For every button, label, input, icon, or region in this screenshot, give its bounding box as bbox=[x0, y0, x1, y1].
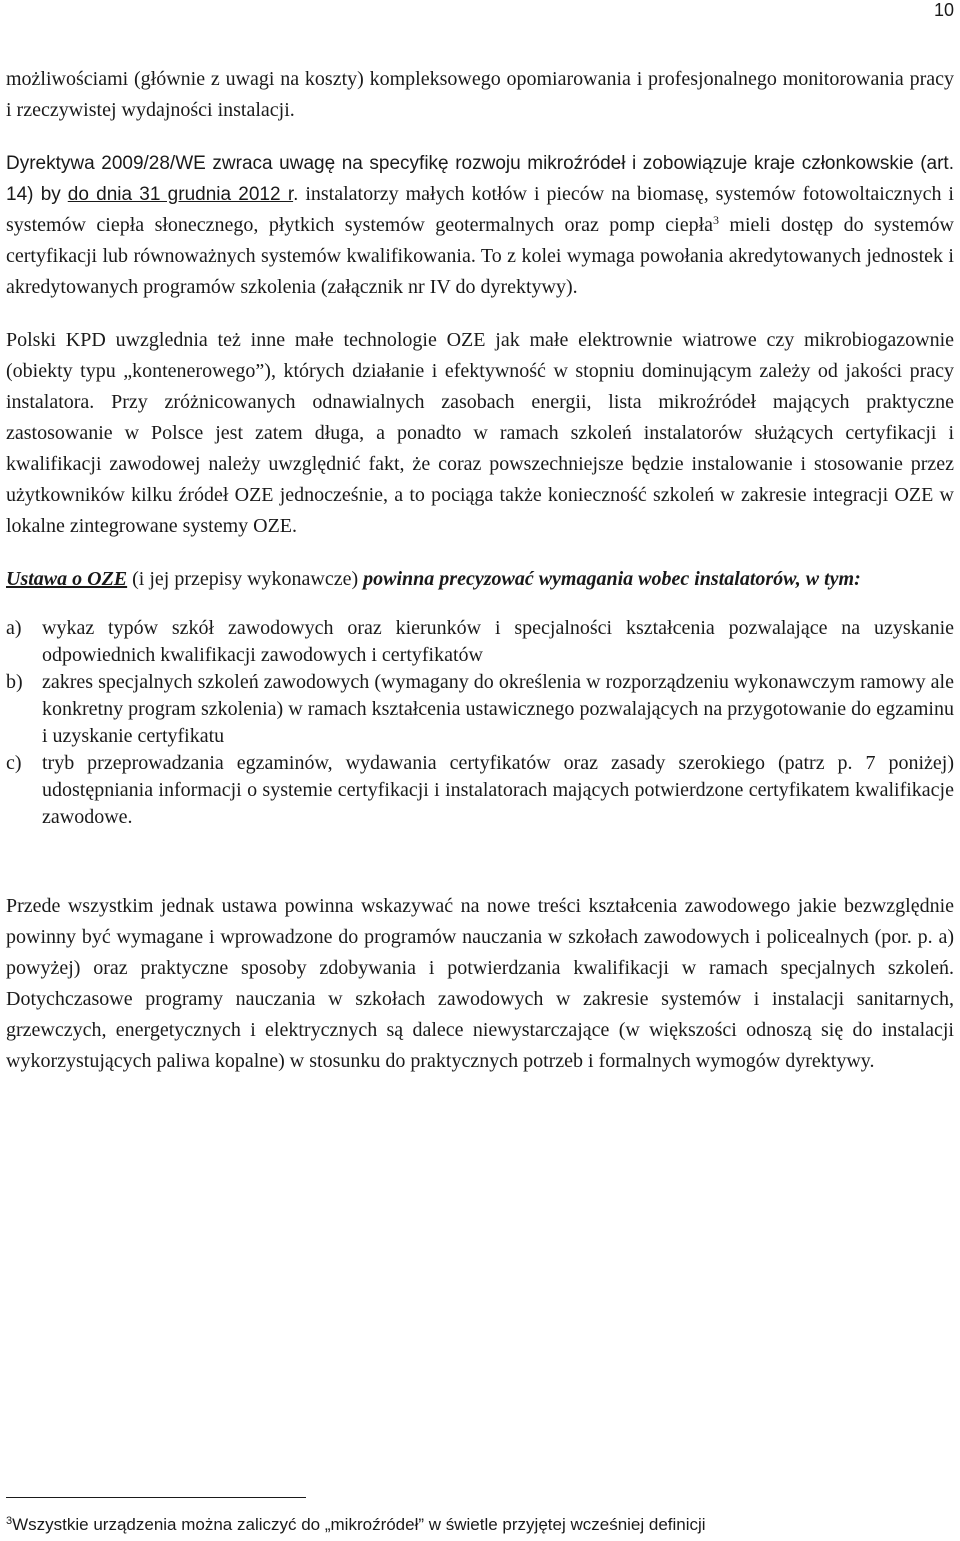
directive-continuation: instalatorzy małych kotłów i pieców na biomasę, systemów fotowoltaicznych i systemów ciepła słonecznego, płytkich systemów geotermalnych oraz pomp ciepła bbox=[6, 183, 954, 236]
document-body bbox=[6, 64, 954, 1077]
list-item bbox=[6, 615, 954, 669]
list-marker: c) bbox=[6, 752, 22, 774]
list-item-text: wykaz typów szkół zawodowych oraz kierunków i specjalności kształcenia pozwalające na uzyskanie odpowiednich kwalifikacji zawodowych i certyfikatów bbox=[42, 617, 954, 666]
list-marker: a) bbox=[6, 617, 22, 639]
paragraph-ustawa-heading bbox=[6, 564, 954, 595]
deadline-underlined: do dnia 31 grudnia 2012 r bbox=[67, 184, 294, 205]
list-item-text: zakres specjalnych szkoleń zawodowych (wymagany do określenia w rozporządzeniu wykonawczym ramowy ale konkretny program szkolenia) w ramach kształcenia ustawicznego pozwalających na przygotowanie do egzaminu i uzyskanie certyfikatu bbox=[42, 671, 954, 747]
requirements-list bbox=[6, 615, 954, 831]
deadline-dot: . bbox=[293, 184, 299, 205]
list-marker: b) bbox=[6, 671, 23, 693]
list-item bbox=[6, 669, 954, 750]
paragraph-monitoring: możliwościami (głównie z uwagi na koszty) kompleksowego opomiarowania i profesjonalnego monitorowania pracy i rzeczywistej wydajności instalacji. bbox=[6, 68, 954, 121]
list-item bbox=[6, 750, 954, 831]
page-number: 10 bbox=[933, 0, 954, 20]
paragraph-directive bbox=[6, 148, 954, 303]
paragraph-kpd: Polski KPD uwzglednia też inne małe technologie OZE jak małe elektrownie wiatrowe czy mikrobiogazownie (obiekty typu „kontenerowego”), których działanie i efektywność w stopniu dominującym zależy od jakości pracy instalatora. Przy zróżnicowanych odnawialnych zasobach energii, lista mikroźródeł mających praktyczne zastosowanie w Polsce jest zatem długa, a ponadto w ramach szkoleń instalatorów służących certyfikacji i kwalifikacji zawodowej należy uwzględnić fakt, że coraz powszechniejsze będzie instalowanie i stosowanie przez użytkowników kilku źródeł OZE jednocześnie, a to pociąga także konieczność szkoleń w zakresie integracji OZE w lokalne zintegrowane systemy OZE. bbox=[6, 329, 954, 537]
directive-intro-text: Dyrektywa 2009/28/WE zwraca uwagę na specyfikę rozwoju mikroźródeł i zobowiązuje kraje członkowskie (art. 14) by bbox=[6, 153, 954, 205]
ustawa-title: Ustawa o OZE bbox=[6, 568, 128, 590]
list-item-text: tryb przeprowadzania egzaminów, wydawania certyfikatów oraz zasady szerokiego (patrz p. 7 poniżej) udostępniania informacji o systemie certyfikacji i instalatorach mających potwierdzone certyfikatem kwalifikacje zawodowe. bbox=[42, 752, 954, 828]
ustawa-note: (i jej przepisy wykonawcze) bbox=[127, 568, 364, 590]
footnote-reference: 3 bbox=[713, 213, 720, 227]
paragraph-education: Przede wszystkim jednak ustawa powinna wskazywać na nowe treści kształcenia zawodowego jakie bezwzględnie powinny być wymagane i wprowadzone do programów nauczania w szkołach zawodowych i policealnych (por. p. a) powyżej) oraz praktyczne sposoby zdobywania i potwierdzania kwalifikacji w ramach specjalnych szkoleń. Dotychczasowe programy nauczania w szkołach zawodowych w zakresie systemów i instalacji sanitarnych, grzewczych, energetycznych i elektrycznych są dalece niewystarczające (w większości odnoszą się do instalacji wykorzystujących paliwa kopalne) w stosunku do praktycznych potrzeb i formalnych wymogów dyrektywy. bbox=[6, 895, 954, 1072]
footnote-text: Wszystkie urządzenia można zaliczyć do „mikroźródeł” w świetle przyjętej wcześniej definicji bbox=[12, 1515, 706, 1534]
ustawa-requirements: powinna precyzować wymagania wobec instalatorów, w tym: bbox=[363, 568, 861, 590]
footnote-number: 3 bbox=[6, 1515, 13, 1527]
footnote-divider bbox=[6, 1497, 306, 1498]
directive-ending: mieli dostęp do systemów certyfikacji lub równoważnych systemów kwalifikowania. To z kolei wymaga powołania akredytowanych jednostek i akredytowanych programów szkolenia (załącznik nr IV do dyrektywy). bbox=[6, 214, 954, 298]
footnote bbox=[6, 1514, 706, 1536]
